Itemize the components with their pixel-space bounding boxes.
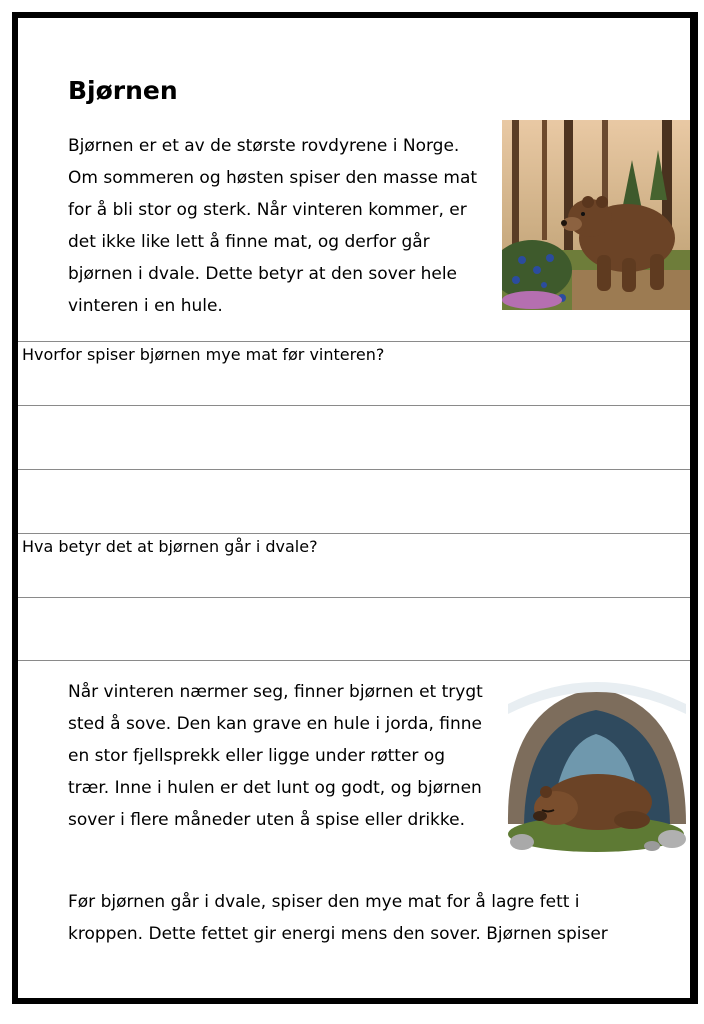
worksheet-frame (12, 12, 698, 1004)
question-row-2 (18, 533, 690, 597)
question-1: Hvorfor spiser bjørnen mye mat før vinteren? (22, 345, 385, 364)
fat-storage-paragraph: Før bjørnen går i dvale, spiser den mye mat for å lagre fett i kroppen. Dette fettet gir energi mens den sover. Bjørnen spiser (68, 892, 608, 944)
question-2: Hva betyr det at bjørnen går i dvale? (22, 537, 318, 556)
bear-forest-illustration (502, 120, 690, 310)
intro-paragraph: Bjørnen er et av de største rovdyrene i Norge. Om sommeren og høsten spiser den masse mat for å bli stor og sterk. Når vinteren kommer, er det ikke like lett å finne mat, og derfor går bjørnen i dvale. Dette betyr at den sover hele vinteren i en hule. (68, 136, 478, 316)
answer-line[interactable] (18, 597, 690, 661)
answer-line[interactable] (18, 469, 690, 533)
hibernation-paragraph: Når vinteren nærmer seg, finner bjørnen et trygt sted å sove. Den kan grave en hule i jorda, finne en stor fjellsprekk eller ligge under røtter og trær. Inne i hulen er det lunt og godt, og bjørnen sover i flere måneder uten å spise eller drikke. (68, 682, 483, 830)
answer-line[interactable] (18, 405, 690, 469)
sleeping-bear-cave-illustration (502, 674, 690, 866)
page-title: Bjørnen (68, 76, 178, 105)
question-row-1 (18, 341, 690, 405)
